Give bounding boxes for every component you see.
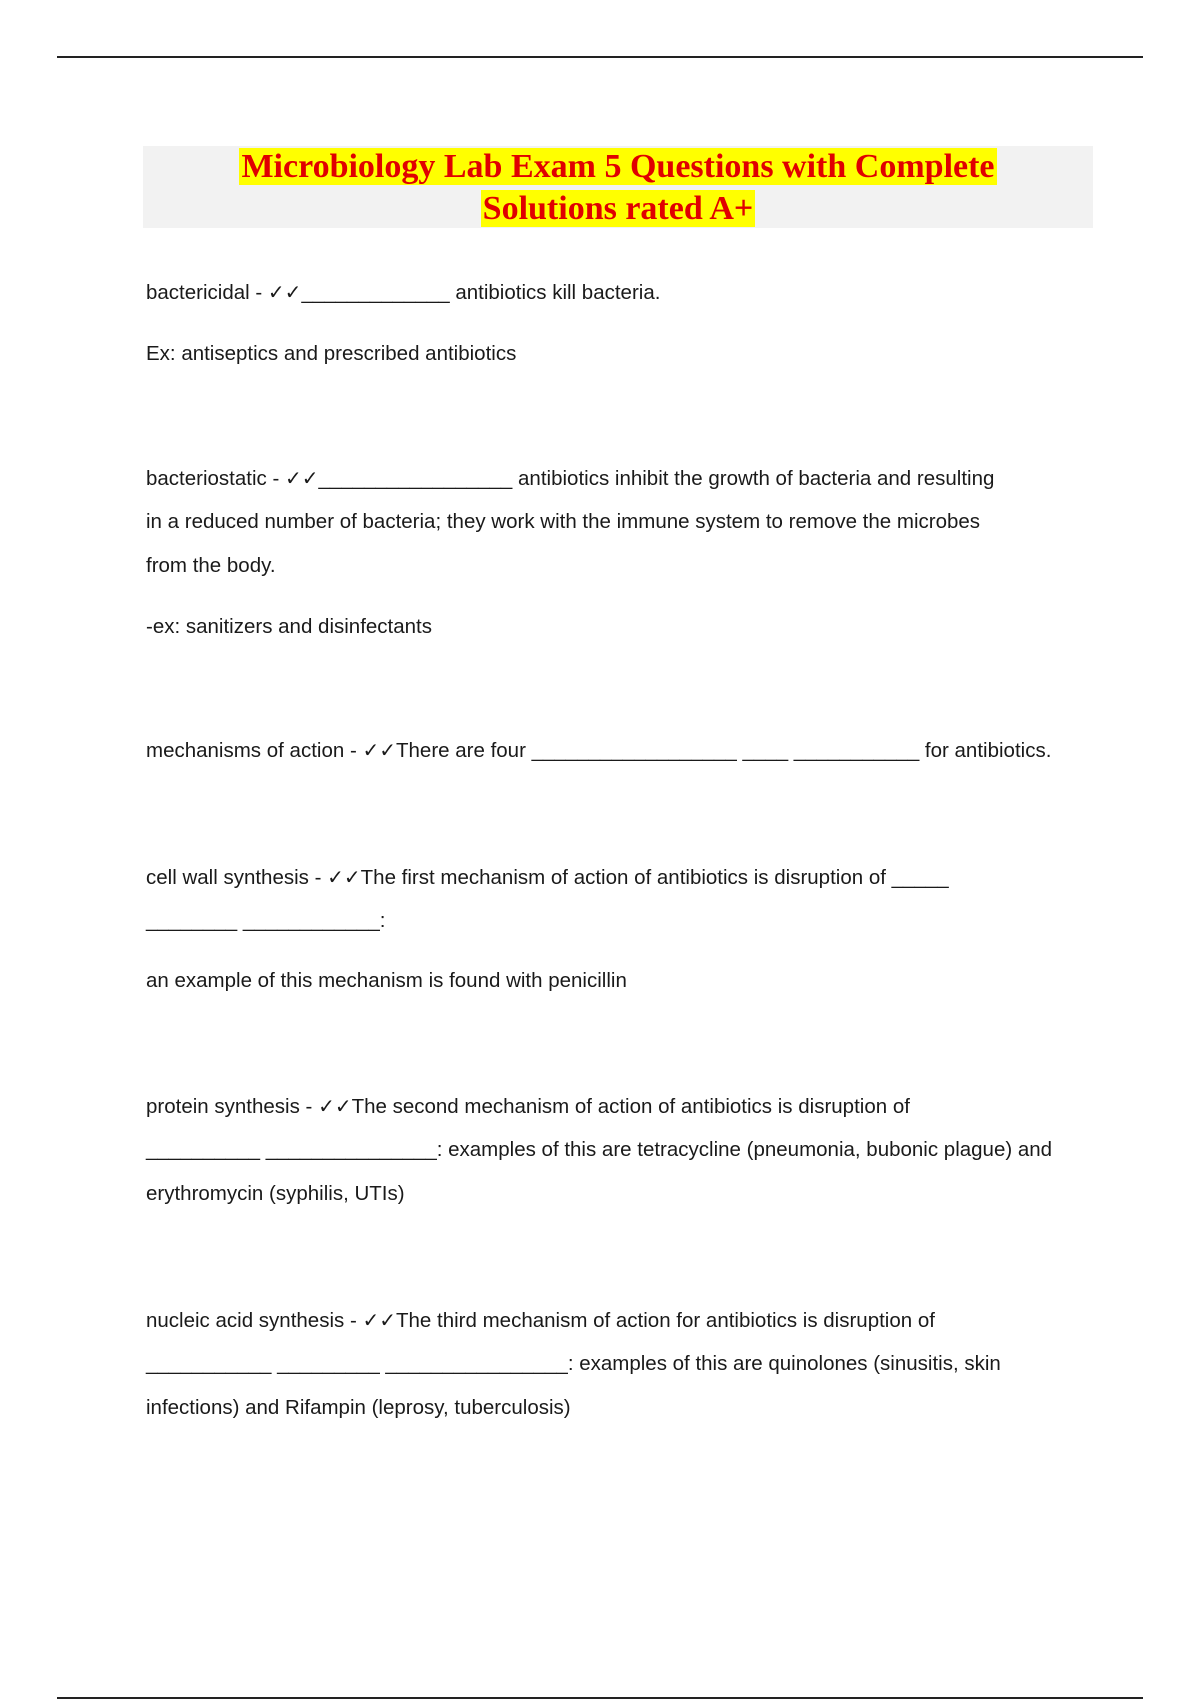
entry-text: _____________ antibiotics kill bacteria. <box>301 281 661 304</box>
entry-note: Ex: antiseptics and prescribed antibiotics <box>146 342 517 365</box>
entry-line <box>146 456 994 501</box>
entry-text: The second mechanism of action of antibiotics is disruption of <box>351 1095 910 1118</box>
entry-text: _________________ antibiotics inhibit the growth of bacteria and resulting <box>318 467 995 490</box>
entry-line <box>146 1298 935 1343</box>
entry-text: The first mechanism of action of antibiotics is disruption of _____ <box>360 866 949 889</box>
entry-text: infections) and Rifampin (leprosy, tuberculosis) <box>146 1396 571 1419</box>
entry-term: cell wall synthesis - <box>146 866 328 889</box>
entry-text: The third mechanism of action for antibiotics is disruption of <box>396 1309 935 1332</box>
entry-term: mechanisms of action - <box>146 739 363 762</box>
entry-text: erythromycin (syphilis, UTIs) <box>146 1182 405 1205</box>
entry-line <box>146 728 1051 773</box>
entry-text: ___________ _________ ________________: examples of this are quinolones (sinusitis, skin <box>146 1352 1001 1375</box>
check-marks: ✓✓ <box>267 280 302 304</box>
entry-term: bacteriostatic - <box>146 467 285 490</box>
check-marks: ✓✓ <box>362 738 396 762</box>
check-marks: ✓✓ <box>285 466 319 490</box>
entry-note: -ex: sanitizers and disinfectants <box>146 615 432 638</box>
entry-line <box>146 855 949 900</box>
title-banner <box>143 146 1093 228</box>
footer-rule <box>57 1697 1143 1699</box>
entry-text: __________ _______________: examples of this are tetracycline (pneumonia, bubonic plague) and <box>146 1138 1053 1161</box>
title-line-2: Solutions rated A+ <box>482 190 754 227</box>
entry-term: bactericidal - <box>146 281 268 304</box>
check-marks: ✓✓ <box>362 1308 396 1332</box>
entry-term: nucleic acid synthesis - <box>146 1309 363 1332</box>
entry-line <box>146 270 660 315</box>
entry-text: ________ ____________: <box>146 909 386 932</box>
check-marks: ✓✓ <box>318 1094 352 1118</box>
entry-text: in a reduced number of bacteria; they work with the immune system to remove the microbes <box>146 510 981 533</box>
title-line-1: Microbiology Lab Exam 5 Questions with Complete <box>241 148 995 185</box>
check-marks: ✓✓ <box>327 865 361 889</box>
entry-note: an example of this mechanism is found with penicillin <box>146 969 627 992</box>
header-rule <box>57 56 1143 58</box>
entry-term: protein synthesis - <box>146 1095 319 1118</box>
entry-line <box>146 1084 910 1129</box>
entry-text: from the body. <box>146 554 276 577</box>
entry-text: There are four __________________ ____ ___________ for antibiotics. <box>396 739 1052 762</box>
